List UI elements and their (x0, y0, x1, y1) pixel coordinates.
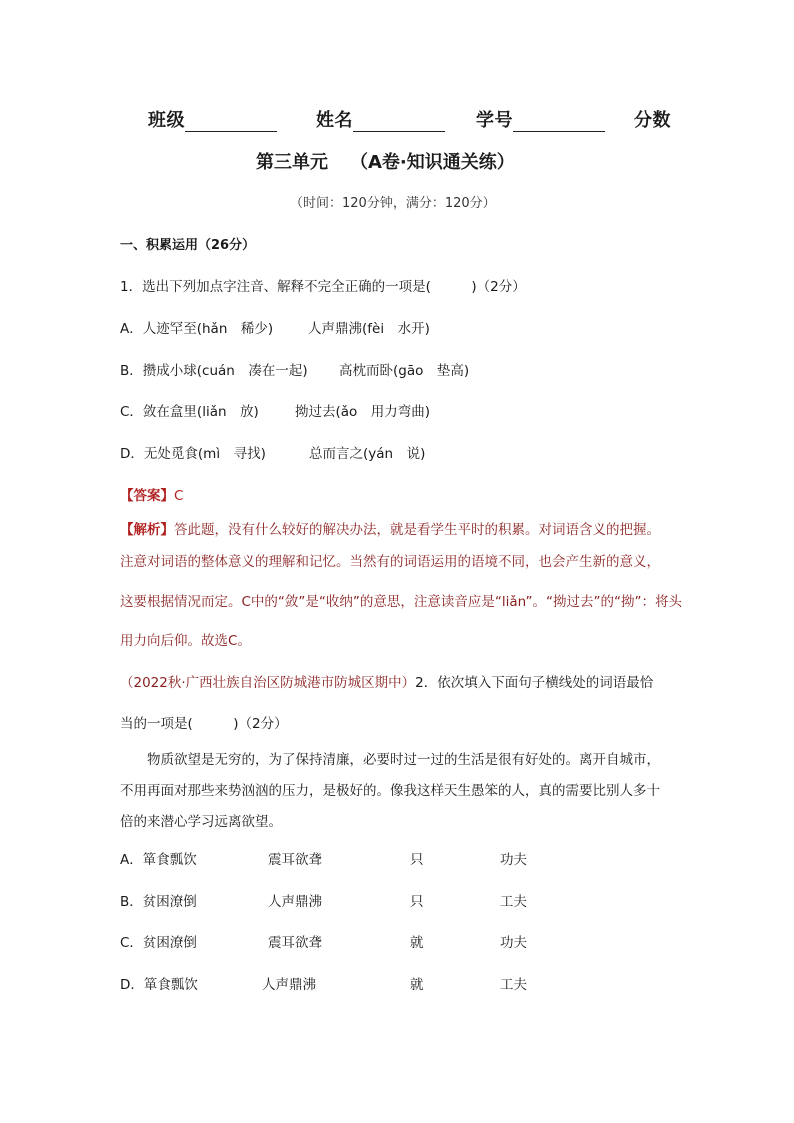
q1-analysis-line-4: 用力向后仰。故选C。 (120, 633, 251, 649)
q1-option-a-part1[interactable]: A．人迹罕至(hǎn 稀少) (120, 321, 274, 337)
q1-analysis-line-2: 注意对词语的整体意义的理解和记忆。当然有的词语运用的语境不同，也会产生新的意义， (120, 554, 660, 570)
student-id-field (476, 106, 605, 132)
q1-option-a-part2: 人声鼎沸(fèi 水开) (308, 321, 430, 337)
q2-passage-line-1: 物质欲望是无穷的，为了保持清廉，必要时过一过的生活是很有好处的。离开自城市， (120, 752, 660, 768)
q1-option-d-part1[interactable]: D．无处觅食(mì 寻找) (120, 446, 266, 462)
q2-option-d[interactable]: D．箪食瓢饮 (120, 977, 198, 993)
q1-option-c-part2: 拗过去(ǎo 用力弯曲) (295, 404, 431, 420)
question-1-stem: 1．选出下列加点字注音、解释不完全正确的一项是( )（2分） (120, 279, 526, 295)
q2-option-c-word2: 震耳欲聋 (268, 935, 322, 951)
q2-option-c-word3: 就 (410, 935, 424, 951)
analysis-tag: 【解析】 (120, 522, 174, 538)
q2-option-b-word2: 人声鼎沸 (268, 894, 322, 910)
q2-passage-line-3: 倍的来潜心学习远离欲望。 (120, 814, 282, 830)
q2-option-a-word4: 功夫 (500, 852, 527, 868)
section-heading: 一、积累运用（26分） (120, 238, 256, 253)
q2-option-a-word3: 只 (410, 852, 424, 868)
unit-title: 第三单元 (256, 152, 328, 173)
q1-analysis-line-3: 这要根据情况而定。C中的“敛”是“收纳”的意思，注意读音应是“liǎn”。“拗过去”的“拗”：将头 (120, 594, 682, 610)
q1-answer (120, 484, 183, 504)
score-label: 分数 (634, 110, 671, 131)
class-field (148, 106, 277, 132)
q1-option-b-part2: 高枕而卧(gāo 垫高) (339, 363, 470, 379)
student-id-label: 学号 (476, 110, 513, 131)
q2-option-a-word2: 震耳欲聋 (268, 852, 322, 868)
q1-analysis-line-1 (120, 518, 660, 538)
score-field (634, 106, 671, 132)
name-blank[interactable] (353, 113, 445, 132)
q2-option-d-word3: 就 (410, 977, 424, 993)
class-label: 班级 (148, 110, 185, 131)
name-field (316, 106, 445, 132)
student-id-blank[interactable] (513, 113, 605, 132)
q2-option-b[interactable]: B．贫困潦倒 (120, 894, 197, 910)
q2-option-c-word4: 功夫 (500, 935, 527, 951)
q1-option-b-part1[interactable]: B．攒成小球(cuán 凑在一起) (120, 363, 308, 379)
q2-source: （2022秋·广西壮族自治区防城港市防城区期中） (120, 675, 416, 691)
question-2-stem-line-1 (120, 671, 653, 691)
question-2-stem-line-2: 当的一项是( )（2分） (120, 716, 288, 732)
volume-title: （A卷·知识通关练） (350, 152, 515, 173)
time-info: （时间：120分钟，满分：120分） (290, 196, 496, 211)
analysis-text-1: 答此题，没有什么较好的解决办法，就是看学生平时的积累。对词语含义的把握。 (174, 522, 660, 538)
q1-option-c-part1[interactable]: C．敛在盒里(liǎn 放) (120, 404, 259, 420)
q2-passage-line-2: 不用再面对那些来势汹汹的压力，是极好的。像我这样天生愚笨的人，真的需要比别人多十 (120, 783, 660, 799)
name-label: 姓名 (316, 110, 353, 131)
q2-option-a[interactable]: A．箪食瓢饮 (120, 852, 197, 868)
q2-option-c[interactable]: C．贫困潦倒 (120, 935, 197, 951)
answer-value: C (174, 488, 184, 504)
q2-option-b-word4: 工夫 (500, 894, 527, 910)
q2-option-b-word3: 只 (410, 894, 424, 910)
q1-option-d-part2: 总而言之(yán 说) (309, 446, 426, 462)
q2-option-d-word4: 工夫 (500, 977, 527, 993)
page-title (256, 148, 515, 174)
q2-stem-1: 2．依次填入下面句子横线处的词语最恰 (415, 675, 654, 691)
q2-option-d-word2: 人声鼎沸 (262, 977, 316, 993)
answer-tag: 【答案】 (120, 488, 174, 504)
class-blank[interactable] (185, 113, 277, 132)
